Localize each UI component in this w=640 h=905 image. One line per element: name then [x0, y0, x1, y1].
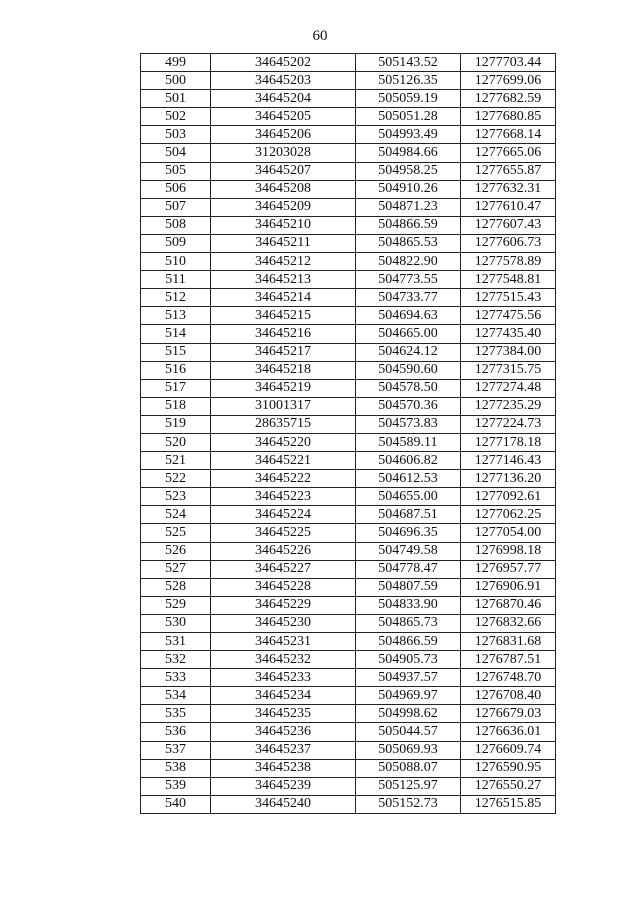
point-id-cell: 34645206 — [211, 126, 356, 144]
table-row — [141, 506, 556, 524]
point-number-cell: 514 — [141, 325, 211, 343]
table-row — [141, 470, 556, 488]
y-coordinate-cell: 1276998.18 — [461, 542, 556, 560]
table-row — [141, 271, 556, 289]
table-row — [141, 433, 556, 451]
x-coordinate-cell: 504589.11 — [356, 433, 461, 451]
y-coordinate-cell: 1277515.43 — [461, 289, 556, 307]
point-number-cell: 539 — [141, 777, 211, 795]
point-number-cell: 536 — [141, 723, 211, 741]
point-id-cell: 34645230 — [211, 614, 356, 632]
table-row — [141, 54, 556, 72]
point-id-cell: 34645210 — [211, 216, 356, 234]
x-coordinate-cell: 504573.83 — [356, 415, 461, 433]
point-number-cell: 507 — [141, 198, 211, 216]
x-coordinate-cell: 504578.50 — [356, 379, 461, 397]
x-coordinate-cell: 504733.77 — [356, 289, 461, 307]
point-id-cell: 34645233 — [211, 669, 356, 687]
point-id-cell: 34645203 — [211, 72, 356, 90]
point-number-cell: 510 — [141, 253, 211, 271]
y-coordinate-cell: 1276831.68 — [461, 633, 556, 651]
point-number-cell: 516 — [141, 361, 211, 379]
point-number-cell: 500 — [141, 72, 211, 90]
table-row — [141, 651, 556, 669]
x-coordinate-cell: 504822.90 — [356, 253, 461, 271]
x-coordinate-cell: 505126.35 — [356, 72, 461, 90]
x-coordinate-cell: 504773.55 — [356, 271, 461, 289]
table-row — [141, 307, 556, 325]
x-coordinate-cell: 504937.57 — [356, 669, 461, 687]
table-row — [141, 289, 556, 307]
point-number-cell: 525 — [141, 524, 211, 542]
point-number-cell: 502 — [141, 108, 211, 126]
point-number-cell: 515 — [141, 343, 211, 361]
point-number-cell: 535 — [141, 705, 211, 723]
x-coordinate-cell: 505051.28 — [356, 108, 461, 126]
y-coordinate-cell: 1277274.48 — [461, 379, 556, 397]
point-id-cell: 34645217 — [211, 343, 356, 361]
point-number-cell: 521 — [141, 452, 211, 470]
table-row — [141, 669, 556, 687]
table-row — [141, 452, 556, 470]
x-coordinate-cell: 504570.36 — [356, 397, 461, 415]
point-id-cell: 34645229 — [211, 596, 356, 614]
table-body — [141, 54, 556, 814]
point-number-cell: 509 — [141, 234, 211, 252]
y-coordinate-cell: 1277606.73 — [461, 234, 556, 252]
point-number-cell: 537 — [141, 741, 211, 759]
x-coordinate-cell: 504687.51 — [356, 506, 461, 524]
point-id-cell: 34645212 — [211, 253, 356, 271]
point-id-cell: 34645228 — [211, 578, 356, 596]
table-row — [141, 578, 556, 596]
point-id-cell: 34645223 — [211, 488, 356, 506]
x-coordinate-cell: 505059.19 — [356, 90, 461, 108]
y-coordinate-cell: 1277610.47 — [461, 198, 556, 216]
point-id-cell: 34645204 — [211, 90, 356, 108]
x-coordinate-cell: 504866.59 — [356, 216, 461, 234]
x-coordinate-cell: 504694.63 — [356, 307, 461, 325]
x-coordinate-cell: 505088.07 — [356, 759, 461, 777]
x-coordinate-cell: 504871.23 — [356, 198, 461, 216]
point-number-cell: 530 — [141, 614, 211, 632]
x-coordinate-cell: 504969.97 — [356, 687, 461, 705]
table-row — [141, 126, 556, 144]
point-id-cell: 34645219 — [211, 379, 356, 397]
table-row — [141, 777, 556, 795]
x-coordinate-cell: 504665.00 — [356, 325, 461, 343]
point-id-cell: 34645238 — [211, 759, 356, 777]
y-coordinate-cell: 1277680.85 — [461, 108, 556, 126]
page-number: 60 — [312, 28, 328, 44]
y-coordinate-cell: 1277315.75 — [461, 361, 556, 379]
y-coordinate-cell: 1276609.74 — [461, 741, 556, 759]
x-coordinate-cell: 504910.26 — [356, 180, 461, 198]
point-id-cell: 34645235 — [211, 705, 356, 723]
table-row — [141, 795, 556, 813]
point-id-cell: 34645232 — [211, 651, 356, 669]
x-coordinate-cell: 504865.73 — [356, 614, 461, 632]
point-id-cell: 34645239 — [211, 777, 356, 795]
point-id-cell: 34645222 — [211, 470, 356, 488]
y-coordinate-cell: 1277384.00 — [461, 343, 556, 361]
x-coordinate-cell: 504612.53 — [356, 470, 461, 488]
point-id-cell: 28635715 — [211, 415, 356, 433]
point-number-cell: 512 — [141, 289, 211, 307]
point-id-cell: 34645218 — [211, 361, 356, 379]
point-id-cell: 31001317 — [211, 397, 356, 415]
point-number-cell: 534 — [141, 687, 211, 705]
table-row — [141, 253, 556, 271]
x-coordinate-cell: 504865.53 — [356, 234, 461, 252]
y-coordinate-cell: 1277682.59 — [461, 90, 556, 108]
table-row — [141, 633, 556, 651]
table-row — [141, 759, 556, 777]
table-row — [141, 361, 556, 379]
table-row — [141, 216, 556, 234]
x-coordinate-cell: 504866.59 — [356, 633, 461, 651]
table-row — [141, 234, 556, 252]
y-coordinate-cell: 1276832.66 — [461, 614, 556, 632]
y-coordinate-cell: 1276957.77 — [461, 560, 556, 578]
point-number-cell: 499 — [141, 54, 211, 72]
x-coordinate-cell: 505143.52 — [356, 54, 461, 72]
table-row — [141, 614, 556, 632]
point-number-cell: 506 — [141, 180, 211, 198]
point-id-cell: 34645216 — [211, 325, 356, 343]
y-coordinate-cell: 1277062.25 — [461, 506, 556, 524]
table-row — [141, 488, 556, 506]
point-number-cell: 517 — [141, 379, 211, 397]
point-id-cell: 34645224 — [211, 506, 356, 524]
point-number-cell: 527 — [141, 560, 211, 578]
y-coordinate-cell: 1277703.44 — [461, 54, 556, 72]
point-id-cell: 34645231 — [211, 633, 356, 651]
y-coordinate-cell: 1277092.61 — [461, 488, 556, 506]
table-row — [141, 596, 556, 614]
point-number-cell: 501 — [141, 90, 211, 108]
x-coordinate-cell: 504778.47 — [356, 560, 461, 578]
point-number-cell: 524 — [141, 506, 211, 524]
table-row — [141, 379, 556, 397]
coordinates-table — [140, 53, 556, 814]
point-id-cell: 34645208 — [211, 180, 356, 198]
table-row — [141, 90, 556, 108]
y-coordinate-cell: 1277054.00 — [461, 524, 556, 542]
point-id-cell: 34645240 — [211, 795, 356, 813]
point-number-cell: 511 — [141, 271, 211, 289]
point-id-cell: 34645220 — [211, 433, 356, 451]
point-id-cell: 34645209 — [211, 198, 356, 216]
y-coordinate-cell: 1277235.29 — [461, 397, 556, 415]
table-row — [141, 72, 556, 90]
x-coordinate-cell: 504606.82 — [356, 452, 461, 470]
point-number-cell: 529 — [141, 596, 211, 614]
x-coordinate-cell: 504807.59 — [356, 578, 461, 596]
point-id-cell: 34645225 — [211, 524, 356, 542]
x-coordinate-cell: 504655.00 — [356, 488, 461, 506]
point-number-cell: 503 — [141, 126, 211, 144]
x-coordinate-cell: 504905.73 — [356, 651, 461, 669]
table-row — [141, 524, 556, 542]
table-row — [141, 325, 556, 343]
x-coordinate-cell: 505152.73 — [356, 795, 461, 813]
table-row — [141, 723, 556, 741]
x-coordinate-cell: 504993.49 — [356, 126, 461, 144]
y-coordinate-cell: 1277146.43 — [461, 452, 556, 470]
point-number-cell: 522 — [141, 470, 211, 488]
y-coordinate-cell: 1277665.06 — [461, 144, 556, 162]
table-row — [141, 162, 556, 180]
point-number-cell: 523 — [141, 488, 211, 506]
point-number-cell: 519 — [141, 415, 211, 433]
y-coordinate-cell: 1276748.70 — [461, 669, 556, 687]
y-coordinate-cell: 1277435.40 — [461, 325, 556, 343]
y-coordinate-cell: 1276636.01 — [461, 723, 556, 741]
table-row — [141, 560, 556, 578]
point-number-cell: 540 — [141, 795, 211, 813]
point-id-cell: 34645215 — [211, 307, 356, 325]
y-coordinate-cell: 1277607.43 — [461, 216, 556, 234]
point-number-cell: 504 — [141, 144, 211, 162]
point-number-cell: 528 — [141, 578, 211, 596]
point-id-cell: 34645202 — [211, 54, 356, 72]
table-row — [141, 687, 556, 705]
y-coordinate-cell: 1277178.18 — [461, 433, 556, 451]
y-coordinate-cell: 1277224.73 — [461, 415, 556, 433]
point-id-cell: 34645214 — [211, 289, 356, 307]
table-row — [141, 343, 556, 361]
y-coordinate-cell: 1277632.31 — [461, 180, 556, 198]
y-coordinate-cell: 1276787.51 — [461, 651, 556, 669]
table-row — [141, 397, 556, 415]
point-id-cell: 34645213 — [211, 271, 356, 289]
point-number-cell: 518 — [141, 397, 211, 415]
point-id-cell: 31203028 — [211, 144, 356, 162]
x-coordinate-cell: 504749.58 — [356, 542, 461, 560]
table-row — [141, 180, 556, 198]
point-number-cell: 532 — [141, 651, 211, 669]
y-coordinate-cell: 1276590.95 — [461, 759, 556, 777]
point-id-cell: 34645234 — [211, 687, 356, 705]
x-coordinate-cell: 505044.57 — [356, 723, 461, 741]
y-coordinate-cell: 1276515.85 — [461, 795, 556, 813]
x-coordinate-cell: 505125.97 — [356, 777, 461, 795]
point-number-cell: 520 — [141, 433, 211, 451]
y-coordinate-cell: 1277699.06 — [461, 72, 556, 90]
table-row — [141, 415, 556, 433]
y-coordinate-cell: 1276679.03 — [461, 705, 556, 723]
x-coordinate-cell: 504833.90 — [356, 596, 461, 614]
table-row — [141, 108, 556, 126]
y-coordinate-cell: 1277655.87 — [461, 162, 556, 180]
x-coordinate-cell: 505069.93 — [356, 741, 461, 759]
point-id-cell: 34645211 — [211, 234, 356, 252]
y-coordinate-cell: 1277668.14 — [461, 126, 556, 144]
x-coordinate-cell: 504958.25 — [356, 162, 461, 180]
point-id-cell: 34645236 — [211, 723, 356, 741]
point-id-cell: 34645226 — [211, 542, 356, 560]
x-coordinate-cell: 504998.62 — [356, 705, 461, 723]
y-coordinate-cell: 1277136.20 — [461, 470, 556, 488]
point-id-cell: 34645207 — [211, 162, 356, 180]
y-coordinate-cell: 1276870.46 — [461, 596, 556, 614]
x-coordinate-cell: 504624.12 — [356, 343, 461, 361]
point-number-cell: 513 — [141, 307, 211, 325]
y-coordinate-cell: 1276708.40 — [461, 687, 556, 705]
point-number-cell: 505 — [141, 162, 211, 180]
point-number-cell: 508 — [141, 216, 211, 234]
table-row — [141, 741, 556, 759]
point-number-cell: 533 — [141, 669, 211, 687]
point-id-cell: 34645237 — [211, 741, 356, 759]
y-coordinate-cell: 1277578.89 — [461, 253, 556, 271]
point-id-cell: 34645205 — [211, 108, 356, 126]
point-number-cell: 526 — [141, 542, 211, 560]
table-row — [141, 705, 556, 723]
point-id-cell: 34645221 — [211, 452, 356, 470]
point-number-cell: 538 — [141, 759, 211, 777]
point-id-cell: 34645227 — [211, 560, 356, 578]
x-coordinate-cell: 504696.35 — [356, 524, 461, 542]
x-coordinate-cell: 504590.60 — [356, 361, 461, 379]
y-coordinate-cell: 1276906.91 — [461, 578, 556, 596]
table-row — [141, 144, 556, 162]
y-coordinate-cell: 1276550.27 — [461, 777, 556, 795]
y-coordinate-cell: 1277475.56 — [461, 307, 556, 325]
x-coordinate-cell: 504984.66 — [356, 144, 461, 162]
y-coordinate-cell: 1277548.81 — [461, 271, 556, 289]
table-row — [141, 198, 556, 216]
table-row — [141, 542, 556, 560]
point-number-cell: 531 — [141, 633, 211, 651]
